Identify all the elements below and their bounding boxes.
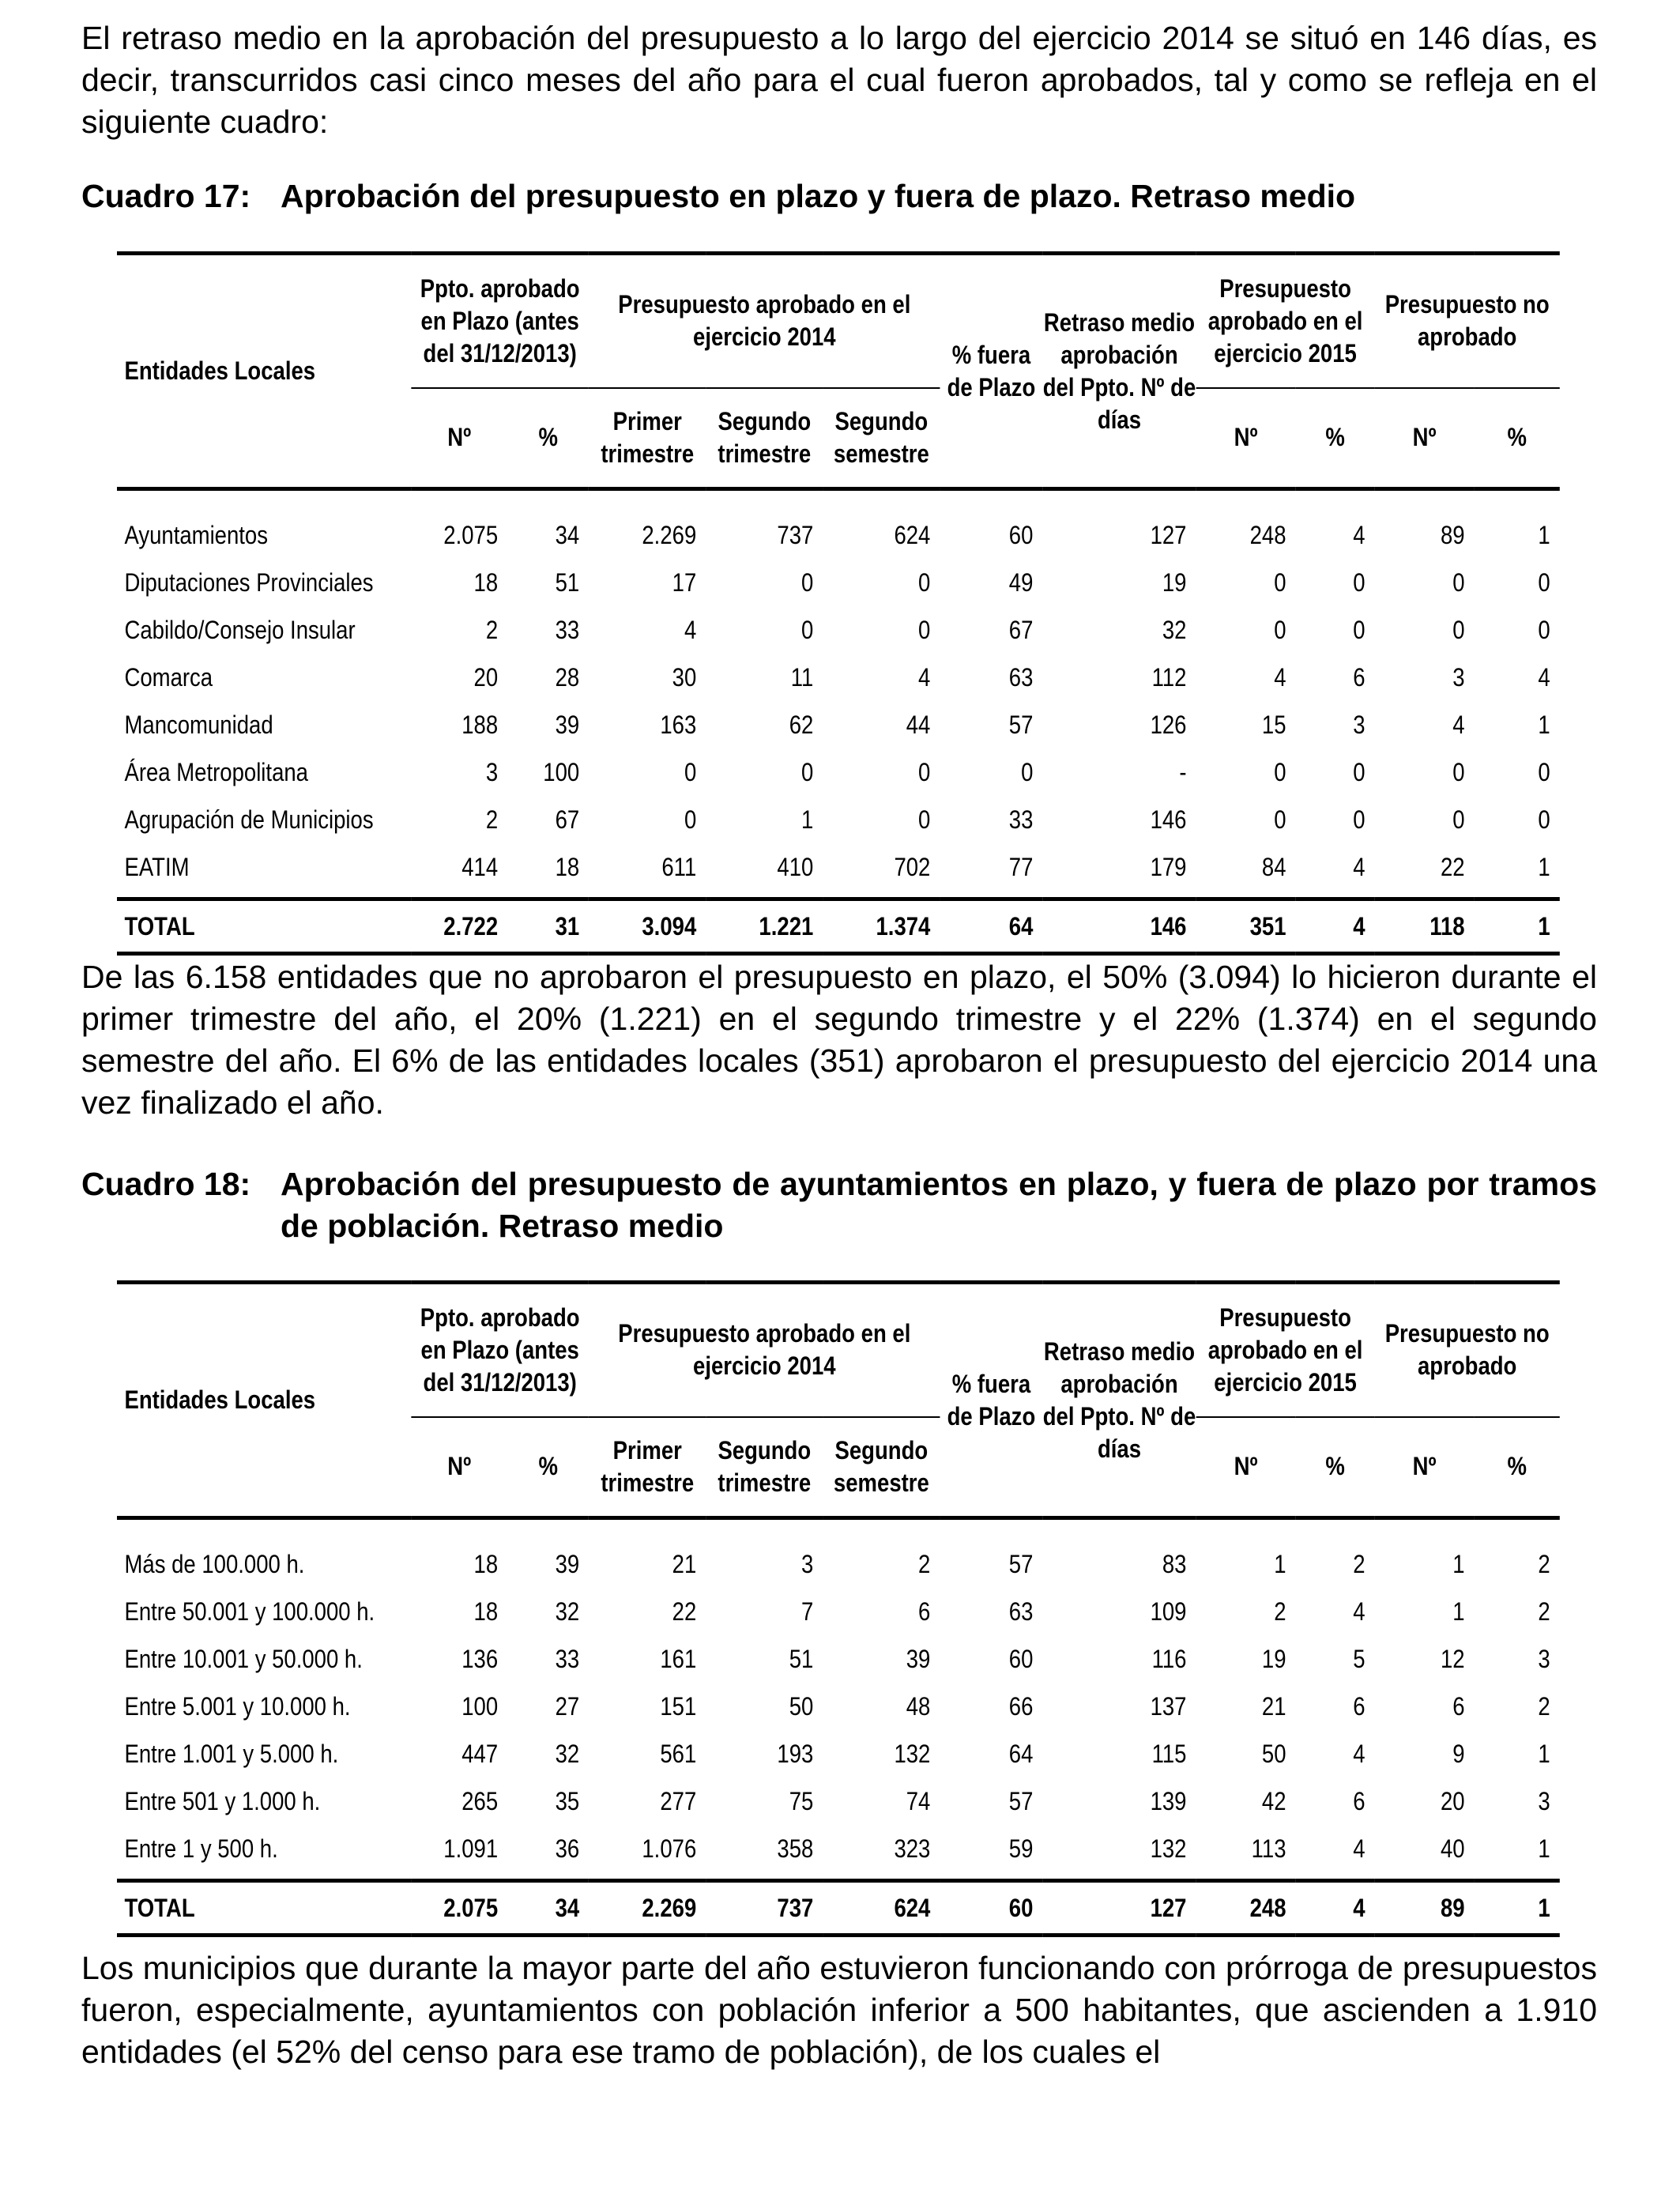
cell-value: 136 (461, 1645, 499, 1673)
header-segundo-trimestre: Segundo trimestre (706, 1417, 823, 1518)
intro-paragraph: El retraso medio en la aprobación del presupuesto a lo largo del ejercicio 2014 se situó en 146 días, es decir, transcurridos casi cinco meses del año para el cual fueron aprobados, tal y como se refleja en el siguiente cuadro: (81, 20, 1597, 140)
cell-value: 4 (1353, 1834, 1365, 1863)
cell-value: 3 (1452, 663, 1465, 692)
header-pct: % (1296, 388, 1375, 489)
cell-value: 1 (1538, 711, 1550, 739)
header-segundo-semestre: Segundo semestre (823, 1417, 940, 1518)
cell-value: 1.076 (642, 1834, 697, 1863)
cell-value: 323 (894, 1834, 931, 1863)
cell-value: 132 (894, 1740, 931, 1768)
row-label: Área Metropolitana (124, 758, 308, 786)
cell-value: 4 (684, 616, 697, 644)
header-n: Nº (1375, 1417, 1475, 1518)
cell-value: 112 (1151, 663, 1187, 692)
cell-value: 57 (1008, 711, 1034, 739)
cell-value: 62 (789, 711, 814, 739)
header-pct: % (507, 1417, 589, 1518)
cell-value: 74 (906, 1787, 931, 1815)
cell-value: 20 (1440, 1787, 1465, 1815)
cell-value: 624 (894, 521, 931, 549)
cell-value: 3 (800, 1550, 814, 1578)
cell-value: 4 (1274, 663, 1286, 692)
cell-value: 0 (1538, 758, 1550, 786)
cell-value: 2 (1274, 1597, 1286, 1626)
cell-value: 3 (1353, 711, 1365, 739)
cell-value: 5 (1353, 1645, 1365, 1673)
header-ppto-plazo: Ppto. aprobado en Plazo (antes del 31/12/2013) (411, 1283, 589, 1417)
cell-value: 2 (1538, 1550, 1550, 1578)
cell-value: 1 (1274, 1550, 1286, 1578)
cell-value: 3 (1538, 1787, 1550, 1815)
cell-value: 127 (1150, 521, 1187, 549)
cell-value: 163 (660, 711, 697, 739)
cell-value: 48 (906, 1692, 931, 1721)
table-row (117, 1730, 1560, 1777)
cell-value: 4 (1296, 1881, 1375, 1936)
cell-value: - (1179, 758, 1187, 786)
table-row (117, 843, 1560, 899)
cell-value: 1 (1538, 853, 1550, 881)
row-label: EATIM (124, 853, 190, 881)
header-segundo-trimestre: Segundo trimestre (706, 388, 823, 489)
cell-value: 64 (940, 899, 1042, 954)
cell-value: 0 (918, 805, 931, 834)
cell-value: 1 (1452, 1550, 1465, 1578)
cell-value: 4 (1296, 899, 1375, 954)
cell-value: 132 (1150, 1834, 1187, 1863)
data-table (117, 251, 1560, 956)
cell-value: 0 (918, 616, 931, 644)
cell-value: 0 (800, 758, 814, 786)
cell-value: 561 (660, 1740, 697, 1768)
cell-value: 21 (672, 1550, 697, 1578)
cell-value: 265 (461, 1787, 499, 1815)
cell-value: 35 (555, 1787, 580, 1815)
cell-value: 50 (1261, 1740, 1286, 1768)
cell-value: 702 (894, 853, 931, 881)
cell-value: 4 (1353, 1597, 1365, 1626)
cell-value: 57 (1008, 1550, 1034, 1578)
cell-value: 126 (1150, 711, 1187, 739)
row-label: Entre 501 y 1.000 h. (124, 1787, 321, 1815)
table-row (117, 1588, 1560, 1635)
cell-value: 414 (461, 853, 499, 881)
cell-value: 0 (1274, 616, 1286, 644)
cell-value: 39 (555, 711, 580, 739)
cell-value: 32 (1162, 616, 1187, 644)
row-label: Entre 1.001 y 5.000 h. (124, 1740, 339, 1768)
cell-value: 18 (473, 1550, 499, 1578)
table-row (117, 1635, 1560, 1683)
cell-value: 737 (706, 1881, 823, 1936)
cell-value: 40 (1440, 1834, 1465, 1863)
cell-value: 1 (1538, 521, 1550, 549)
cell-value: 0 (1452, 616, 1465, 644)
cell-value: 100 (461, 1692, 499, 1721)
cell-value: 0 (1538, 616, 1550, 644)
header-ppto-2014: Presupuesto aprobado en el ejercicio 2014 (589, 1283, 940, 1417)
cell-value: 67 (1008, 616, 1034, 644)
cell-value: 66 (1008, 1692, 1034, 1721)
cell-value: 64 (1008, 1740, 1034, 1768)
closing-paragraph: Los municipios que durante la mayor parte del año estuvieron funcionando con prórroga de presupuestos fueron, especialmente, ayuntamientos con población inferior a 500 habitantes, que ascienden a 1.910 entidades (el 52% del censo para ese tramo de población), de los cuales el (81, 1950, 1597, 2070)
cell-value: 146 (1042, 899, 1196, 954)
total-row (117, 899, 1560, 954)
data-table (117, 1280, 1560, 1937)
table-18 (117, 1280, 1560, 1937)
row-label: Ayuntamientos (124, 521, 269, 549)
row-label: Más de 100.000 h. (124, 1550, 305, 1578)
row-label: Entre 1 y 500 h. (124, 1834, 278, 1863)
cell-value: 6 (1452, 1692, 1465, 1721)
cell-value: 19 (1162, 568, 1187, 597)
cell-value: 28 (555, 663, 580, 692)
cell-value: 20 (473, 663, 499, 692)
header-no-aprobado: Presupuesto no aprobado (1375, 254, 1560, 388)
cell-value: 3 (1538, 1645, 1550, 1673)
cell-value: 32 (555, 1597, 580, 1626)
cell-value: 2 (485, 616, 499, 644)
cell-value: 0 (1274, 758, 1286, 786)
header-pct: % (1475, 388, 1560, 489)
cell-value: 44 (906, 711, 931, 739)
header-primer-trimestre: Primer trimestre (589, 1417, 706, 1518)
cell-value: 127 (1042, 1881, 1196, 1936)
cell-value: 248 (1196, 1881, 1296, 1936)
cell-value: 22 (1440, 853, 1465, 881)
cell-value: 0 (918, 758, 931, 786)
header-ppto-plazo: Ppto. aprobado en Plazo (antes del 31/12/2013) (411, 254, 589, 388)
cell-value: 0 (684, 758, 697, 786)
cell-value: 75 (789, 1787, 814, 1815)
cell-value: 1 (1538, 1740, 1550, 1768)
cell-value: 39 (555, 1550, 580, 1578)
cell-value: 63 (1008, 1597, 1034, 1626)
cell-value: 0 (1274, 805, 1286, 834)
cell-value: 2 (485, 805, 499, 834)
table-row (117, 748, 1560, 796)
cell-value: 18 (555, 853, 580, 881)
cell-value: 60 (1008, 1645, 1034, 1673)
cell-value: 59 (1008, 1834, 1034, 1863)
cell-value: 0 (800, 616, 814, 644)
cell-value: 6 (1353, 663, 1365, 692)
middle-paragraph: De las 6.158 entidades que no aprobaron el presupuesto en plazo, el 50% (3.094) lo hicieron durante el primer trimestre del año, el 20% (1.221) en el segundo trimestre y el 22% (1.374) en el segundo semestre del año. El 6% de las entidades locales (351) aprobaron el presupuesto del ejercicio 2014 una vez finalizado el año. (81, 959, 1597, 1121)
cell-value: 1.091 (443, 1834, 499, 1863)
cell-value: 137 (1150, 1692, 1187, 1721)
cell-value: 1 (1475, 1881, 1560, 1936)
table-row (117, 1777, 1560, 1825)
cell-value: 0 (1021, 758, 1034, 786)
cell-value: 277 (660, 1787, 697, 1815)
header-pct-fuera: % fuera de Plazo (940, 1283, 1042, 1518)
row-label: Agrupación de Municipios (124, 805, 374, 834)
cell-value: 6 (1353, 1692, 1365, 1721)
cell-value: 2 (918, 1550, 931, 1578)
cell-value: 2 (1538, 1597, 1550, 1626)
cell-value: 0 (1452, 568, 1465, 597)
header-retraso: Retraso medio aprobación del Ppto. Nº de días (1042, 254, 1196, 489)
cell-value: 139 (1150, 1787, 1187, 1815)
cell-value: 447 (461, 1740, 499, 1768)
cell-value: 151 (660, 1692, 697, 1721)
cell-value: 34 (555, 521, 580, 549)
cell-value: 51 (555, 568, 580, 597)
cell-value: 63 (1008, 663, 1034, 692)
cell-value: 1 (1452, 1597, 1465, 1626)
cell-value: 109 (1150, 1597, 1187, 1626)
header-ppto-2015: Presupuesto aprobado en el ejercicio 2015 (1196, 1283, 1375, 1417)
cell-value: 18 (473, 568, 499, 597)
cell-value: 0 (1538, 568, 1550, 597)
cell-value: 32 (555, 1740, 580, 1768)
cell-value: 77 (1008, 853, 1034, 881)
table-18-title: Aprobación del presupuesto de ayuntamientos en plazo, y fuera de plazo por tramos de población. Retraso medio (281, 1166, 1597, 1244)
cell-value: 2.722 (411, 899, 507, 954)
cell-value: 4 (1452, 711, 1465, 739)
header-entidades: Entidades Locales (117, 254, 411, 489)
cell-value: 9 (1452, 1740, 1465, 1768)
cell-value: 118 (1375, 899, 1475, 954)
cell-value: 51 (789, 1645, 814, 1673)
cell-value: 2 (1538, 1692, 1550, 1721)
cell-value: 2.075 (411, 1881, 507, 1936)
cell-value: 2.269 (589, 1881, 706, 1936)
cell-value: 89 (1375, 1881, 1475, 1936)
cell-value: 1.374 (823, 899, 940, 954)
row-label: Diputaciones Provinciales (124, 568, 374, 597)
row-label: TOTAL (117, 899, 411, 954)
cell-value: 50 (789, 1692, 814, 1721)
cell-value: 3.094 (589, 899, 706, 954)
cell-value: 193 (777, 1740, 814, 1768)
cell-value: 0 (1274, 568, 1286, 597)
cell-value: 4 (1353, 521, 1365, 549)
header-retraso: Retraso medio aprobación del Ppto. Nº de días (1042, 1283, 1196, 1518)
header-pct: % (507, 388, 589, 489)
table-row (117, 1683, 1560, 1730)
cell-value: 33 (555, 616, 580, 644)
row-label: Entre 5.001 y 10.000 h. (124, 1692, 351, 1721)
row-label: Entre 10.001 y 50.000 h. (124, 1645, 363, 1673)
header-pct-fuera: % fuera de Plazo (940, 254, 1042, 489)
cell-value: 0 (1452, 805, 1465, 834)
cell-value: 113 (1251, 1834, 1286, 1863)
row-label: Entre 50.001 y 100.000 h. (124, 1597, 375, 1626)
header-ppto-2015: Presupuesto aprobado en el ejercicio 2015 (1196, 254, 1375, 388)
table-17-title: Aprobación del presupuesto en plazo y fuera de plazo. Retraso medio (281, 178, 1356, 214)
cell-value: 0 (1353, 805, 1365, 834)
cell-value: 1 (1475, 899, 1560, 954)
row-label: Comarca (124, 663, 213, 692)
header-n: Nº (1375, 388, 1475, 489)
table-17 (117, 251, 1560, 956)
cell-value: 188 (461, 711, 499, 739)
cell-value: 1 (1538, 1834, 1550, 1863)
cell-value: 358 (777, 1834, 814, 1863)
cell-value: 624 (823, 1881, 940, 1936)
table-18-number: Cuadro 18: (81, 1166, 251, 1202)
cell-value: 15 (1261, 711, 1286, 739)
table-17-number: Cuadro 17: (81, 178, 251, 214)
cell-value: 0 (1353, 758, 1365, 786)
cell-value: 4 (1353, 1740, 1365, 1768)
total-row (117, 1881, 1560, 1936)
header-ppto-2014: Presupuesto aprobado en el ejercicio 2014 (589, 254, 940, 388)
header-pct: % (1296, 1417, 1375, 1518)
cell-value: 0 (1353, 616, 1365, 644)
table-row (117, 489, 1560, 560)
cell-value: 39 (906, 1645, 931, 1673)
cell-value: 17 (672, 568, 697, 597)
cell-value: 2 (1353, 1550, 1365, 1578)
cell-value: 11 (790, 663, 814, 692)
cell-value: 89 (1440, 521, 1465, 549)
header-primer-trimestre: Primer trimestre (589, 388, 706, 489)
header-n: Nº (1196, 1417, 1296, 1518)
cell-value: 6 (1353, 1787, 1365, 1815)
cell-value: 33 (1008, 805, 1034, 834)
cell-value: 33 (555, 1645, 580, 1673)
cell-value: 100 (543, 758, 580, 786)
table-row (117, 1825, 1560, 1881)
table-row (117, 1518, 1560, 1589)
cell-value: 3 (485, 758, 499, 786)
table-row (117, 701, 1560, 748)
cell-value: 179 (1150, 853, 1187, 881)
header-entidades: Entidades Locales (117, 1283, 411, 1518)
cell-value: 0 (1452, 758, 1465, 786)
cell-value: 7 (800, 1597, 814, 1626)
cell-value: 22 (672, 1597, 697, 1626)
header-segundo-semestre: Segundo semestre (823, 388, 940, 489)
cell-value: 6 (918, 1597, 931, 1626)
cell-value: 12 (1440, 1645, 1465, 1673)
cell-value: 18 (473, 1597, 499, 1626)
cell-value: 60 (940, 1881, 1042, 1936)
cell-value: 0 (1353, 568, 1365, 597)
cell-value: 49 (1008, 568, 1034, 597)
cell-value: 0 (1538, 805, 1550, 834)
cell-value: 410 (777, 853, 814, 881)
cell-value: 611 (661, 853, 697, 881)
table-row (117, 559, 1560, 606)
cell-value: 115 (1151, 1740, 1187, 1768)
cell-value: 2.269 (642, 521, 697, 549)
cell-value: 21 (1261, 1692, 1286, 1721)
cell-value: 0 (800, 568, 814, 597)
cell-value: 4 (1353, 853, 1365, 881)
cell-value: 57 (1008, 1787, 1034, 1815)
cell-value: 161 (660, 1645, 697, 1673)
cell-value: 42 (1261, 1787, 1286, 1815)
cell-value: 34 (507, 1881, 589, 1936)
cell-value: 36 (555, 1834, 580, 1863)
cell-value: 31 (507, 899, 589, 954)
row-label: Cabildo/Consejo Insular (124, 616, 356, 644)
cell-value: 0 (918, 568, 931, 597)
cell-value: 60 (1008, 521, 1034, 549)
cell-value: 4 (918, 663, 931, 692)
cell-value: 248 (1249, 521, 1286, 549)
table-row (117, 606, 1560, 654)
row-label: TOTAL (117, 1881, 411, 1936)
header-no-aprobado: Presupuesto no aprobado (1375, 1283, 1560, 1417)
table-row (117, 654, 1560, 701)
cell-value: 351 (1196, 899, 1296, 954)
cell-value: 27 (555, 1692, 580, 1721)
cell-value: 146 (1150, 805, 1187, 834)
cell-value: 116 (1151, 1645, 1187, 1673)
cell-value: 67 (555, 805, 580, 834)
header-n: Nº (411, 1417, 507, 1518)
header-n: Nº (1196, 388, 1296, 489)
cell-value: 737 (777, 521, 814, 549)
row-label: Mancomunidad (124, 711, 273, 739)
cell-value: 84 (1261, 853, 1286, 881)
cell-value: 4 (1538, 663, 1550, 692)
cell-value: 1 (800, 805, 814, 834)
cell-value: 19 (1261, 1645, 1286, 1673)
cell-value: 30 (672, 663, 697, 692)
cell-value: 83 (1162, 1550, 1187, 1578)
table-row (117, 796, 1560, 843)
header-pct: % (1475, 1417, 1560, 1518)
cell-value: 2.075 (443, 521, 499, 549)
cell-value: 0 (684, 805, 697, 834)
header-n: Nº (411, 388, 507, 489)
cell-value: 1.221 (706, 899, 823, 954)
